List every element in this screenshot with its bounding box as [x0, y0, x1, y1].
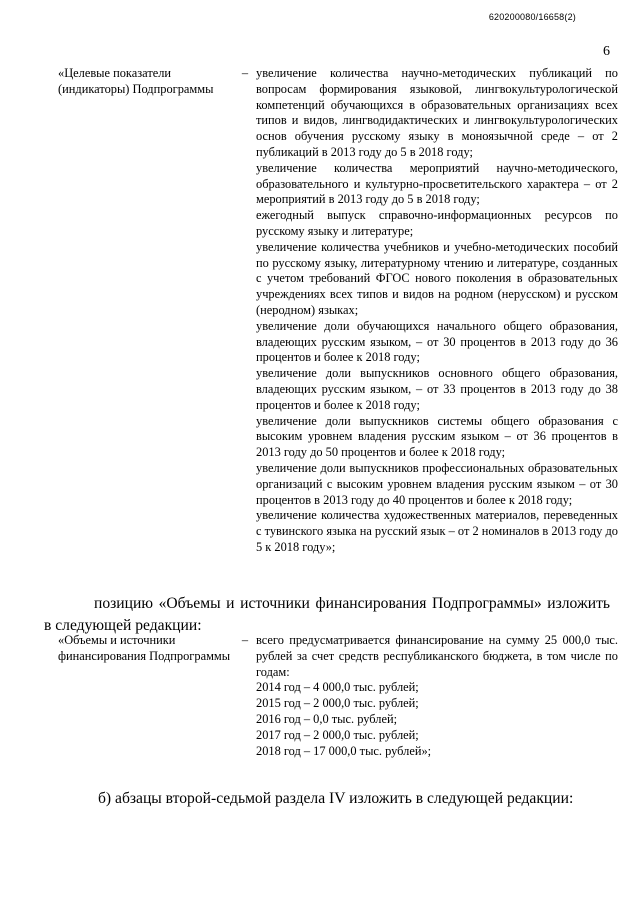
indicator-item: увеличение доли выпускников системы общего образования с высоким уровнем владения русским языком – от 36 процентов в 2013 году до 50 процентов и более к 2018 году;: [256, 413, 618, 460]
amendment-paragraph-financing: позицию «Объемы и источники финансирования Подпрограммы» изложить в следующей редакции:: [44, 594, 610, 634]
financing-row: [58, 633, 618, 759]
financing-year: 2017 год – 2 000,0 тыс. рублей;: [256, 727, 419, 742]
row-dash: –: [241, 66, 249, 80]
indicator-item: увеличение доли выпускников профессиональных образовательных организаций с высоким уровнем владения русским языком – от 30 процентов в 2013 году до 40 процентов и более к 2018 году;: [256, 460, 618, 507]
row-dash: –: [241, 633, 249, 647]
indicator-item: увеличение доли выпускников основного общего образования, владеющих русским языком, – от 33 процентов в 2013 году до 38 процентов и более к 2018 году;: [256, 366, 618, 412]
financing-intro: всего предусматривается финансирование на сумму 25 000,0 тыс. рублей за счет средств республиканского бюджета, в том числе по годам:: [256, 633, 618, 679]
financing-text: [256, 633, 618, 759]
page-number: 6: [603, 44, 610, 59]
indicator-item: увеличение количества учебников и учебно-методических пособий по русскому языку, литературному чтению и литературе, созданных с учетом требований ФГОС нового поколения в образовательных учреждениях всех типов и видов на родном (нерусском) и русском (неродном) языках;: [256, 239, 618, 317]
indicator-item: увеличение количества мероприятий научно-методического, образовательного и культурно-просветительского характера – от 2 мероприятий в 2013 году до 5 в 2018 году;: [256, 160, 618, 207]
financing-year: 2014 год – 4 000,0 тыс. рублей;: [256, 680, 419, 695]
financing-year: 2015 год – 2 000,0 тыс. рублей;: [256, 696, 419, 711]
target-indicators-label: «Целевые показатели (индикаторы) Подпрограммы: [58, 66, 214, 96]
financing-year: 2016 год – 0,0 тыс. рублей;: [256, 711, 398, 726]
financing-year: 2018 год – 17 000,0 тыс. рублей»;: [256, 743, 432, 758]
financing-label: «Объемы и источники финансирования Подпрограммы: [58, 633, 231, 663]
amendment-paragraph-section-iv: б) абзацы второй-седьмой раздела IV изложить в следующей редакции:: [98, 789, 574, 807]
target-indicators-row: [58, 66, 618, 556]
target-indicators-list: [256, 66, 618, 556]
indicator-item: увеличение доли обучающихся начального общего образования, владеющих русским языком, – от 30 процентов в 2013 году до 36 процентов и более к 2018 году;: [256, 318, 618, 365]
indicator-item: увеличение количества научно-методических публикаций по вопросам формирования языковой, лингвокультурологической компетенций обучающихся в образовательных организациях всех типов и видов, лингводидактических и лингвокультурологических основ обучения русскому языку в моноязычной среде – от 2 публикаций в 2013 году до 5 в 2018 году;: [256, 66, 618, 159]
document-id: 620200080/16658(2): [488, 12, 576, 22]
indicator-item: увеличение количества художественных материалов, переведенных с тувинского языка на русский язык – от 2 номиналов в 2013 году до 5 к 2018 году»;: [256, 508, 618, 554]
indicator-item: ежегодный выпуск справочно-информационных ресурсов по русскому языку и литературе;: [256, 208, 618, 238]
